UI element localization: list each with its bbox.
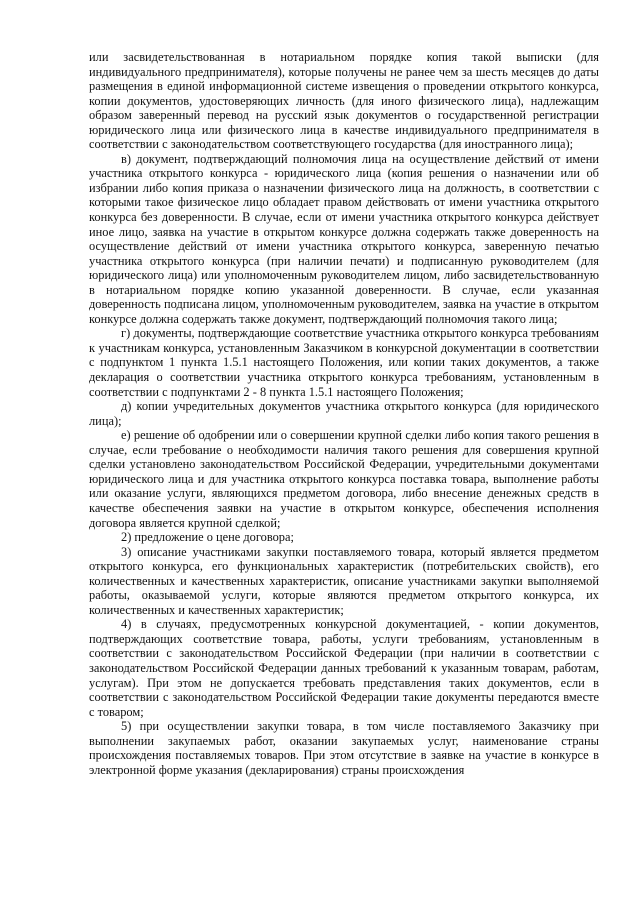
paragraph-8: 4) в случаях, предусмотренных конкурсной документацией, - копии документов, подтверждающих соответствие товара, работы, услуги требованиям, установленным в соответствии с законодательством Российской Федерации (при наличии в соответствии с законодательством Российской Федерации данных требований к указанным товарам, работам, услугам). При этом не допускается требовать представления таких документов, если в соответствии с законодательством Российской Федерации такие документы передаются вместе с товаром; <box>89 617 599 719</box>
paragraph-7: 3) описание участниками закупки поставляемого товара, который является предметом открытого конкурса, его функциональных характеристик (потребительских свойств), его количественных и качественных характеристик, описание участниками закупки выполняемой работы, оказываемой услуги, которые являются предметом открытого конкурса, их количественных и качественных характеристик; <box>89 544 599 617</box>
paragraph-4: д) копии учредительных документов участника открытого конкурса (для юридического лица); <box>89 399 599 428</box>
paragraph-2: в) документ, подтверждающий полномочия лица на осуществление действий от имени участника открытого конкурса - юридического лица (копия решения о назначении или об избрании либо копия приказа о назначении физического лица на должность, в соответствии с которыми такое физическое лицо обладает правом действовать от имени участника открытого конкурса без доверенности. В случае, если от имени участника открытого конкурса действует иное лицо, заявка на участие в открытом конкурсе должна содержать также доверенность на осуществление действий от имени участника открытого конкурса, заверенную печатью участника открытого конкурса (при наличии печати) и подписанную руководителем (для юридического лица) или уполномоченным руководителем лицом, либо засвидетельствованную в нотариальном порядке копию указанной доверенности. В случае, если указанная доверенность подписана лицом, уполномоченным руководителем, заявка на участие в открытом конкурсе должна содержать также документ, подтверждающий полномочия такого лица; <box>89 151 599 326</box>
paragraph-1: или засвидетельствованная в нотариальном порядке копия такой выписки (для индивидуального предпринимателя), которые получены не ранее чем за шесть месяцев до даты размещения в единой информационной системе извещения о проведении открытого конкурса, копии документов, удостоверяющих личность (для иного физического лица), надлежащим образом заверенный перевод на русский язык документов о государственной регистрации юридического лица или физического лица в качестве индивидуального предпринимателя в соответствии с законодательством соответствующего государства (для иностранного лица); <box>89 50 599 152</box>
paragraph-5: е) решение об одобрении или о совершении крупной сделки либо копия такого решения в случае, если требование о необходимости наличия такого решения для совершения крупной сделки установлено законодательством Российской Федерации, учредительными документами юридического лица и для участника открытого конкурса поставка товара, выполнение работы или оказание услуги, являющихся предметом договора, либо внесение денежных средств в качестве обеспечения заявки на участие в открытом конкурсе, обеспечения исполнения договора является крупной сделкой; <box>89 428 599 530</box>
document-body <box>89 50 599 777</box>
document-page <box>89 50 599 777</box>
paragraph-6: 2) предложение о цене договора; <box>121 530 294 545</box>
paragraph-3: г) документы, подтверждающие соответствие участника открытого конкурса требованиям к участникам конкурса, установленным Заказчиком в конкурсной документации в соответствии с подпунктом 1 пункта 1.5.1 настоящего Положения, или копии таких документов, а также декларация о соответствии участника открытого конкурса требованиям, установленным в соответствии с подпунктами 2 - 8 пункта 1.5.1 настоящего Положения; <box>89 326 599 399</box>
paragraph-9: 5) при осуществлении закупки товара, в том числе поставляемого Заказчику при выполнении закупаемых работ, оказании закупаемых услуг, наименование страны происхождения поставляемых товаров. При этом отсутствие в заявке на участие в конкурсе в электронной форме указания (декларирования) страны происхождения <box>89 719 599 777</box>
